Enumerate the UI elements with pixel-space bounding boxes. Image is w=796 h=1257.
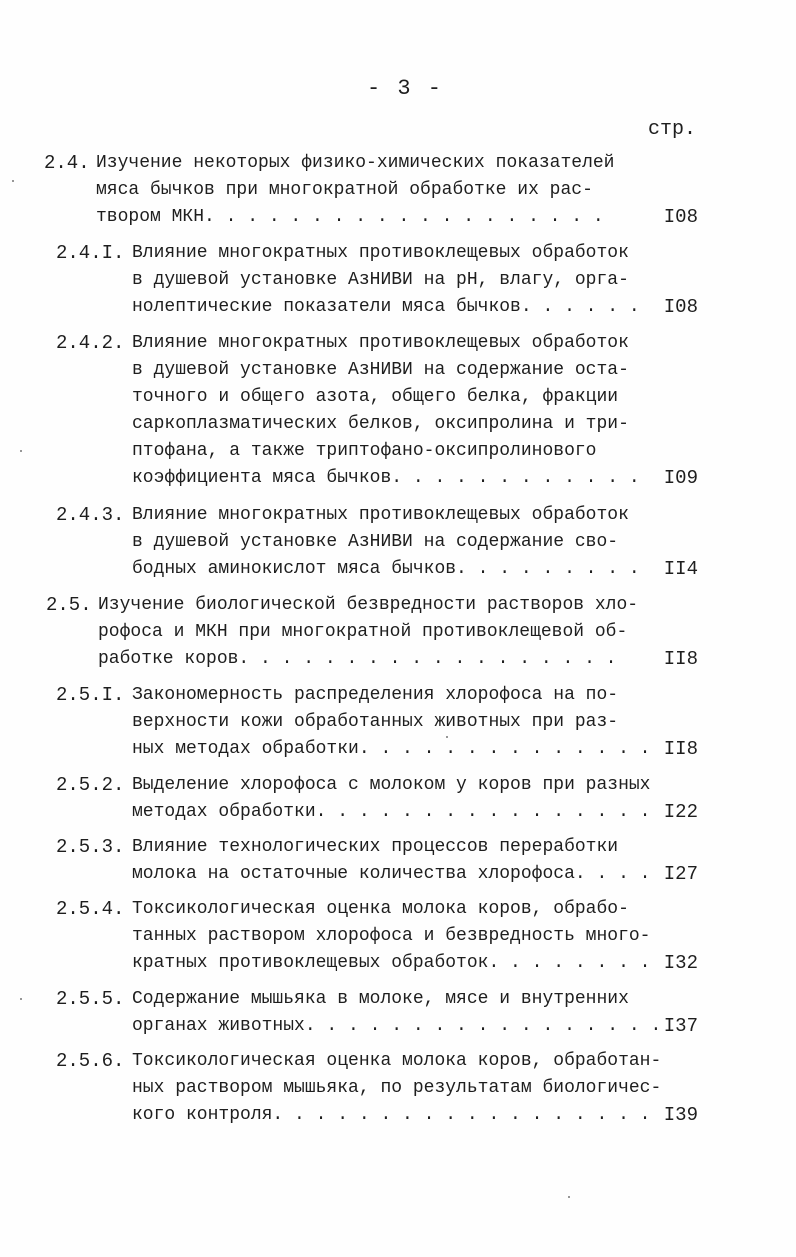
toc-entry-page: I39 <box>663 1104 698 1126</box>
toc-entry-line: кратных противоклещевых обработок. . . . . . . . <box>132 953 651 973</box>
scan-speck <box>20 450 22 452</box>
toc-entry-line: в душевой установке АзНИВИ на содержание сво- <box>132 532 619 552</box>
toc-entry-page: I37 <box>663 1015 698 1037</box>
toc-entry-page: II4 <box>663 558 698 580</box>
toc-entry-line: Токсикологическая оценка молока коров, обработан- <box>132 1051 662 1071</box>
scan-speck <box>20 998 22 1000</box>
toc-entry-number: 2.4. <box>44 152 90 174</box>
toc-entry-line: молока на остаточные количества хлорофоса. . . . <box>132 864 651 884</box>
toc-entry-title <box>132 986 662 1040</box>
toc-entry-line: Влияние многократных противоклещевых обработок <box>132 505 629 525</box>
toc-entry-line: методах обработки. . . . . . . . . . . . . . . . <box>132 802 651 822</box>
toc-entry-line: танных раствором хлорофоса и безвредность много- <box>132 926 651 946</box>
page-column-header: стр. <box>647 118 696 141</box>
toc-entry-page: I27 <box>663 863 698 885</box>
toc-entry-page: II8 <box>663 648 698 670</box>
toc-entry-line: Изучение некоторых физико-химических показателей <box>96 153 615 173</box>
toc-entry-line: Содержание мышьяка в молоке, мясе и внутренних <box>132 989 629 1009</box>
toc-entry-line: Влияние многократных противоклещевых обработок <box>132 333 629 353</box>
toc-entry-line: рофоса и МКН при многократной противоклещевой об- <box>98 622 628 642</box>
toc-entry-page: II8 <box>663 738 698 760</box>
toc-entry-number: 2.4.3. <box>56 504 125 526</box>
toc-entry-line: верхности кожи обработанных животных при раз- <box>132 712 619 732</box>
toc-entry-line: работке коров. . . . . . . . . . . . . . . . . . <box>98 649 617 669</box>
toc-entry-title <box>132 682 652 763</box>
toc-entry-number: 2.5.4. <box>56 898 125 920</box>
toc-entry-line: саркоплазматических белков, оксипролина и три- <box>132 414 629 434</box>
toc-entry-title <box>132 834 652 888</box>
toc-entry-line: Изучение биологической безвредности растворов хло- <box>98 595 639 615</box>
toc-entry-line: в душевой установке АзНИВИ на содержание оста- <box>132 360 629 380</box>
toc-entry-line: Влияние многократных противоклещевых обработок <box>132 243 629 263</box>
toc-entry-line: бодных аминокислот мяса бычков. . . . . . . . . <box>132 559 640 579</box>
toc-entry-title <box>132 240 652 321</box>
toc-entry-line: ных раствором мышьяка, по результатам биологичес- <box>132 1078 662 1098</box>
toc-entry-title <box>132 330 652 492</box>
toc-entry-title <box>132 1048 662 1129</box>
toc-entry-page: I09 <box>663 467 698 489</box>
toc-entry-line: мяса бычков при многократной обработке их рас- <box>96 180 593 200</box>
toc-entry-line: нолептические показатели мяса бычков. . . . . . <box>132 297 640 317</box>
toc-entry-number: 2.5.5. <box>56 988 125 1010</box>
toc-entry-number: 2.4.2. <box>56 332 125 354</box>
toc-entry-line: птофана, а также триптофано-оксипролинового <box>132 441 597 461</box>
toc-entry-line: в душевой установке АзНИВИ на рН, влагу, орга- <box>132 270 629 290</box>
toc-entry-line: коэффициента мяса бычков. . . . . . . . . . . . <box>132 468 640 488</box>
toc-entry-line: Закономерность распределения хлорофоса на по- <box>132 685 619 705</box>
toc-entry-page: I22 <box>663 801 698 823</box>
toc-entry-title <box>132 896 652 977</box>
toc-entry-title <box>132 502 652 583</box>
toc-entry-title <box>96 150 616 231</box>
toc-entry-number: 2.5.6. <box>56 1050 125 1072</box>
toc-entry-line: органах животных. . . . . . . . . . . . . . . . . <box>132 1016 662 1036</box>
scan-speck <box>12 180 14 182</box>
toc-entry-line: твором МКН. . . . . . . . . . . . . . . . . . . <box>96 207 604 227</box>
toc-entry-line: Токсикологическая оценка молока коров, обрабо- <box>132 899 629 919</box>
toc-entry-page: I08 <box>663 296 698 318</box>
scan-speck <box>446 736 448 738</box>
toc-entry-line: ных методах обработки. . . . . . . . . . . . . . <box>132 739 651 759</box>
toc-entry-number: 2.5.3. <box>56 836 125 858</box>
toc-entry-line: Влияние технологических процессов переработки <box>132 837 619 857</box>
toc-entry-number: 2.5.I. <box>56 684 125 706</box>
toc-entry-line: кого контроля. . . . . . . . . . . . . . . . . . <box>132 1105 651 1125</box>
toc-entry-line: точного и общего азота, общего белка, фракции <box>132 387 619 407</box>
toc-entry-page: I08 <box>663 206 698 228</box>
toc-entry-number: 2.5.2. <box>56 774 125 796</box>
toc-entry-title <box>132 772 652 826</box>
page-number: - 3 - <box>366 76 443 101</box>
toc-entry-number: 2.4.I. <box>56 242 125 264</box>
toc-entry-line: Выделение хлорофоса с молоком у коров при разных <box>132 775 651 795</box>
toc-entry-page: I32 <box>663 952 698 974</box>
toc-entry-title <box>98 592 639 673</box>
scan-speck <box>568 1196 570 1198</box>
toc-entry-number: 2.5. <box>46 594 92 616</box>
